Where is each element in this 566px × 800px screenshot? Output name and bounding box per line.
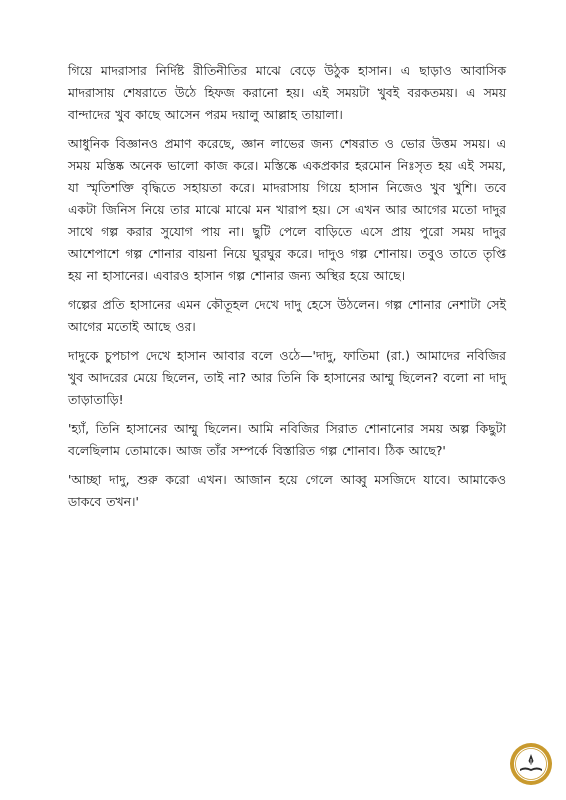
page-body bbox=[68, 60, 506, 520]
publisher-logo bbox=[509, 742, 553, 786]
open-book-pen-emblem-icon bbox=[509, 742, 553, 786]
paragraph-6: 'আচ্ছা দাদু, শুরু করো এখন। আজান হয়ে গেলে আব্বু মসজিদে যাবে। আমাকেও ডাকবে তখন।' bbox=[68, 472, 506, 509]
paragraph-1: গিয়ে মাদরাসার নির্দিষ্ট রীতিনীতির মাঝে বেড়ে উঠুক হাসান। এ ছাড়াও আবাসিক মাদরাসায় শেষরাতে উঠে হিফজ করানো হয়। এই সময়টা খুবই বরকতময়। এ সময় বান্দাদের খুব কাছে আসেন পরম দয়ালু আল্লাহ তায়ালা। bbox=[68, 63, 506, 122]
paragraph-4: দাদুকে চুপচাপ দেখে হাসান আবার বলে ওঠে—'দাদু, ফাতিমা (রা.) আমাদের নবিজির খুব আদরের মেয়ে ছিলেন, তাই না? আর তিনি কি হাসানের আম্মু ছিলেন? বলো না দাদু তাড়াতাড়ি! bbox=[68, 348, 506, 407]
paragraph-5: 'হ্যাঁ, তিনি হাসানের আম্মু ছিলেন। আমি নবিজির সিরাত শোনানোর সময় অল্প কিছুটা বলেছিলাম তোমাকে। আজ তাঁর সম্পর্কে বিস্তারিত গল্প শোনাব। ঠিক আছে?' bbox=[68, 421, 506, 458]
paragraph-2: আধুনিক বিজ্ঞানও প্রমাণ করেছে, জ্ঞান লাভের জন্য শেষরাত ও ভোর উত্তম সময়। এ সময় মস্তিষ্ক অনেক ভালো কাজ করে। মস্তিষ্কে একপ্রকার হরমোন নিঃসৃত হয় এই সময়, যা স্মৃতিশক্তি বৃদ্ধিতে সহায়তা করে। মাদরাসায় গিয়ে হাসান নিজেও খুব খুশি। তবে একটা জিনিস নিয়ে তার মাঝে মাঝে মন খারাপ হয়। সে এখন আর আগের মতো দাদুর সাথে গল্প করার সুযোগ পায় না। ছুটি পেলে বাড়িতে এসে প্রায় পুরো সময় দাদুর আশেপাশে গল্প শোনার বায়না নিয়ে ঘুরঘুর করে। দাদুও গল্প শোনায়। তবুও তাতে তৃপ্তি হয় না হাসানের। এবারও হাসান গল্প শোনার জন্য অস্থির হয়ে আছে। bbox=[68, 136, 506, 283]
paragraph-3: গল্পের প্রতি হাসানের এমন কৌতূহল দেখে দাদু হেসে উঠলেন। গল্প শোনার নেশাটা সেই আগের মতোই আছে ওর। bbox=[68, 297, 506, 334]
